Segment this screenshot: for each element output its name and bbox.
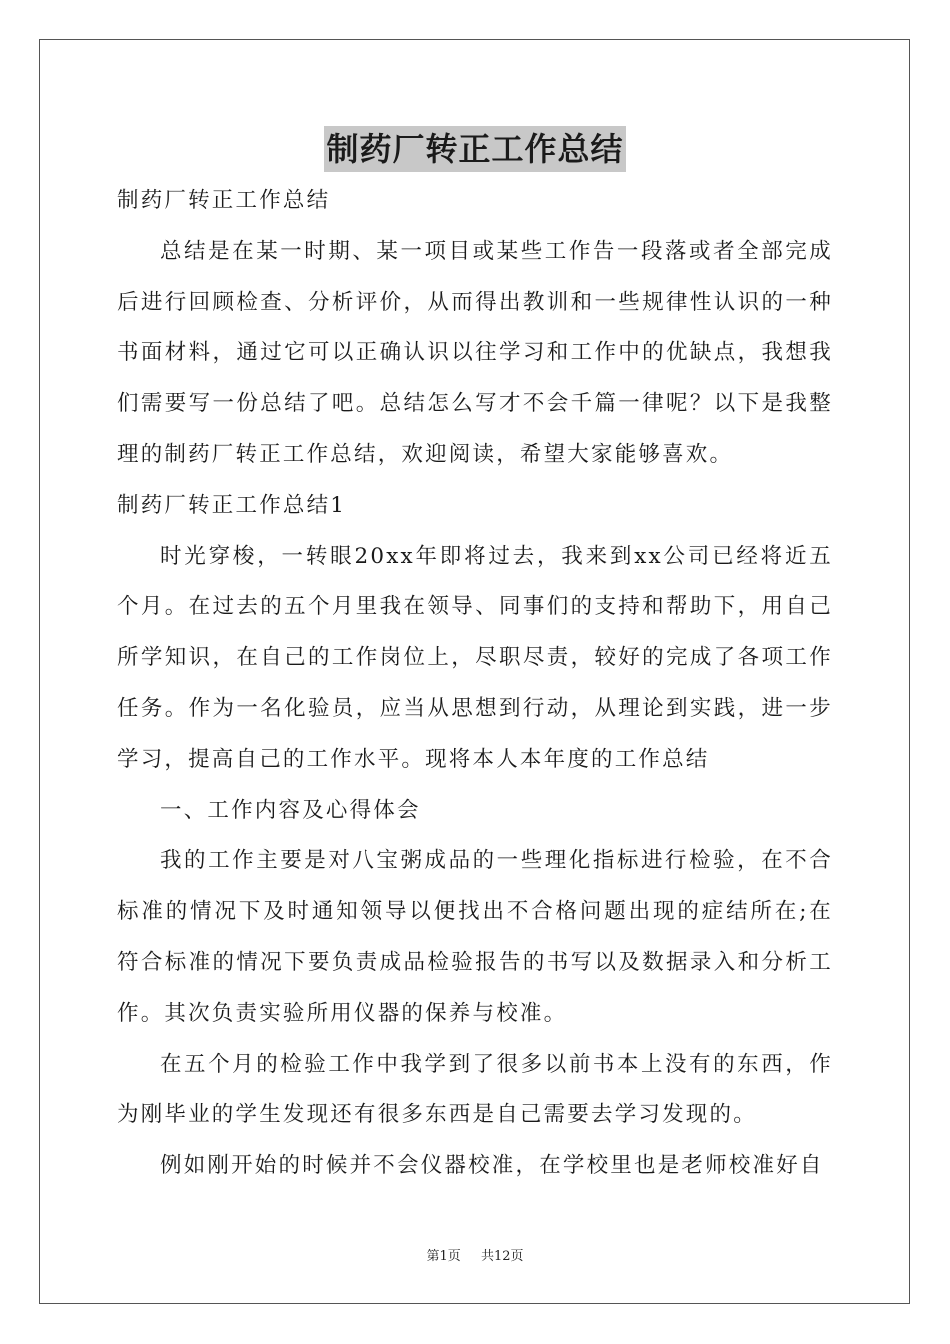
paragraph-summary-1: 时光穿梭，一转眼20xx年即将过去，我来到xx公司已经将近五个月。在过去的五个月里我在领导、同事们的支持和帮助下，用自己所学知识，在自己的工作岗位上，尽职尽责，较好的完成了各项工作任务。作为一名化验员，应当从思想到行动，从理论到实践，进一步学习，提高自己的工作水平。现将本人本年度的工作总结 (117, 543, 833, 772)
document-body (117, 176, 833, 1192)
document-title: 制药厂转正工作总结 (324, 126, 625, 172)
page-total: 共12页 (480, 1249, 524, 1264)
section-heading-work-content: 一、工作内容及心得体会 (160, 797, 421, 823)
paragraph-example: 例如刚开始的时候并不会仪器校准，在学校里也是老师校准好自 (160, 1153, 824, 1179)
page-footer (0, 1245, 950, 1264)
section-heading-1: 制药厂转正工作总结1 (117, 492, 347, 518)
page-number: 第1页 (426, 1249, 461, 1264)
paragraph-work-duties: 我的工作主要是对八宝粥成品的一些理化指标进行检验，在不合标准的情况下及时通知领导以便找出不合格问题出现的症结所在;在符合标准的情况下要负责成品检验报告的书写以及数据录入和分析工作。其次负责实验所用仪器的保养与校准。 (117, 848, 833, 1026)
paragraph-learning: 在五个月的检验工作中我学到了很多以前书本上没有的东西，作为刚毕业的学生发现还有很多东西是自己需要去学习发现的。 (117, 1051, 833, 1128)
document-subtitle: 制药厂转正工作总结 (117, 188, 331, 213)
title-container (0, 126, 950, 172)
paragraph-intro: 总结是在某一时期、某一项目或某些工作告一段落或者全部完成后进行回顾检查、分析评价，从而得出教训和一些规律性认识的一种书面材料，通过它可以正确认识以往学习和工作中的优缺点，我想我们需要写一份总结了吧。总结怎么写才不会千篇一律呢？以下是我整理的制药厂转正工作总结，欢迎阅读，希望大家能够喜欢。 (117, 238, 833, 467)
